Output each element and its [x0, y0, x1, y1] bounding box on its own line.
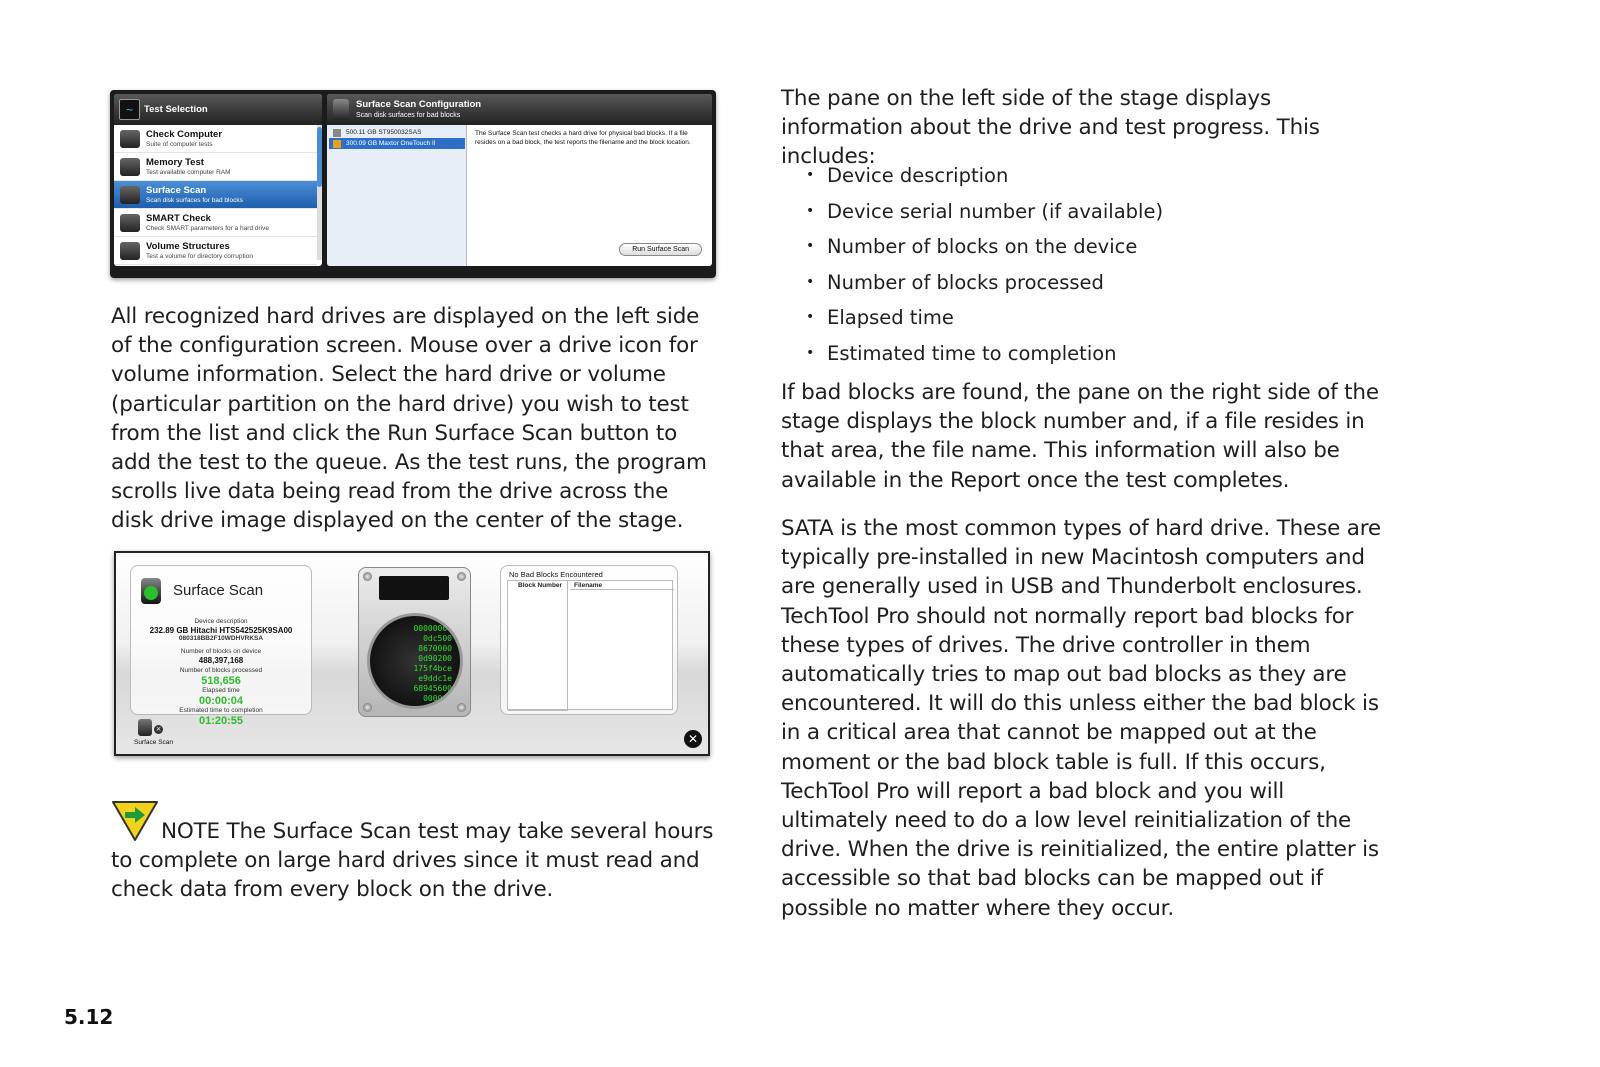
scroll-data-line: 68945600 — [413, 684, 452, 693]
elapsed-label: Elapsed time — [202, 687, 240, 694]
estimate-label: Estimated time to completion — [179, 707, 263, 714]
drive-icon — [333, 140, 341, 148]
drive-icon — [333, 129, 341, 137]
surface-scan-config-panel — [327, 94, 712, 266]
screw-icon — [457, 572, 466, 581]
list-scrollbar[interactable] — [317, 125, 322, 260]
processed-label: Number of blocks processed — [179, 667, 263, 674]
test-title: Volume Structures — [146, 241, 230, 252]
bad-blocks-pane — [500, 565, 678, 715]
drive-icon — [141, 578, 161, 604]
blocks-value: 488,397,168 — [198, 656, 244, 665]
block-number-header: Block Number — [508, 581, 568, 711]
estimate-value: 01:20:55 — [198, 715, 244, 727]
test-selection-header — [114, 94, 322, 125]
screw-icon — [457, 703, 466, 712]
test-icon — [120, 242, 140, 260]
paragraph-sata: SATA is the most common types of hard drive. These are typically pre-installed in new Macintosh computers and are generally used in USB and Thunderbolt enclosures. TechTool Pro should not normally report bad blocks for these types of drives. The drive controller in them automatically tries to map out bad blocks as they are encountered. It will do this unless either the bad block is in a critical area that cannot be mapped out at the moment or the bad block table is full. If this occurs, TechTool Pro will report a bad block and you will ultimately need to do a low level reinitialization of the drive. When the drive is reinitialized, the entire platter is accessible so that bad blocks can be mapped out if possible no matter where they occur. — [781, 516, 1381, 921]
scan-title: Surface Scan — [173, 582, 264, 599]
test-icon — [120, 186, 140, 204]
test-title: SMART Check — [146, 213, 211, 224]
screw-icon — [363, 572, 372, 581]
config-subtitle: Scan disk surfaces for bad blocks — [356, 112, 461, 119]
note-text: NOTE The Surface Scan test may take several hours to complete on large hard drives since it must read and check data from every block on the drive. — [111, 819, 714, 903]
run-surface-scan-button[interactable]: Run Surface Scan — [619, 243, 702, 256]
drive-icon — [333, 99, 349, 120]
paragraph-left-pane: The pane on the left side of the stage displays information about the drive and test progress. This includes: — [781, 86, 1320, 170]
processed-value: 518,656 — [201, 675, 241, 687]
page-number: 5.12 — [64, 1005, 114, 1029]
note-arrow-icon — [111, 800, 159, 842]
test-list — [114, 125, 322, 266]
config-title: Surface Scan Configuration — [356, 99, 482, 110]
test-subtitle: Check SMART parameters for a hard drive — [146, 225, 269, 232]
surface-scan-progress-screenshot — [114, 551, 710, 756]
remove-from-queue-icon[interactable]: × — [155, 725, 162, 733]
drive-row-1[interactable] — [329, 127, 465, 138]
device-description-value: 232.89 GB Hitachi HTS542525K9SA00 — [149, 626, 293, 635]
test-subtitle: Suite of computer tests — [146, 141, 213, 148]
device-description-label: Device description — [194, 618, 248, 625]
test-item-smart-check[interactable] — [114, 209, 317, 237]
screw-icon — [363, 703, 372, 712]
scroll-data-line: 8670000 — [418, 644, 452, 653]
test-item-check-computer[interactable] — [114, 125, 317, 153]
drive-platter — [367, 613, 463, 709]
bullet-item: • Number of blocks processed — [806, 265, 1366, 301]
bad-blocks-title: No Bad Blocks Encountered — [509, 570, 603, 579]
drive-row-2[interactable] — [329, 138, 465, 149]
pulse-icon: ~ — [119, 99, 140, 120]
info-bullet-list — [806, 158, 1366, 372]
scroll-data-line: 0d90200 — [418, 654, 452, 663]
close-icon[interactable]: ✕ — [684, 730, 702, 748]
test-title: Surface Scan — [146, 185, 207, 196]
test-subtitle: Scan disk surfaces for bad blocks — [146, 197, 243, 204]
drive-info-pane — [130, 565, 312, 727]
serial-value: 080318BB2F10WDHVRKSA — [178, 635, 264, 642]
scroll-data-line: 175f4bce — [413, 664, 452, 673]
test-selection-title: Test Selection — [144, 104, 208, 115]
note-paragraph — [111, 800, 716, 905]
test-icon — [120, 214, 140, 232]
test-title: Memory Test — [146, 157, 204, 168]
drive-label-plate — [379, 576, 449, 600]
blocks-label: Number of blocks on device — [180, 648, 262, 655]
scroll-data-line: 0dc500 — [423, 634, 452, 643]
test-description: The Surface Scan test checks a hard drive for physical bad blocks. If a file resides on a bad block, the test reports the filename and the block location. — [475, 130, 691, 146]
bullet-item: • Estimated time to completion — [806, 336, 1366, 372]
drive-list — [327, 125, 467, 266]
bullet-item: • Device serial number (if available) — [806, 194, 1366, 230]
test-selection-panel — [114, 94, 322, 266]
test-title: Check Computer — [146, 129, 223, 140]
drive-label: 300.09 GB Maxtor OneTouch II — [346, 140, 436, 147]
paragraph-drives: All recognized hard drives are displayed on the left side of the configuration screen. Mouse over a drive icon for volume information. Select the hard drive or volume (particular partition on the hard drive) you wish to test from the list and click the Run Surface Scan button to add the test to the queue. As the test runs, the program scrolls live data being read from the drive across the disk drive image displayed on the center of the stage. — [111, 304, 707, 534]
queue-item-label: Surface Scan — [134, 739, 174, 746]
bullet-item: • Device description — [806, 158, 1366, 194]
bullet-item: • Number of blocks on the device — [806, 229, 1366, 265]
test-icon — [120, 158, 140, 176]
test-item-surface-scan[interactable] — [114, 181, 317, 209]
scroll-data-line: 000000 — [423, 694, 452, 703]
test-icon — [120, 130, 140, 148]
filename-header: Filename — [570, 581, 674, 590]
test-subtitle: Test available computer RAM — [146, 169, 231, 176]
elapsed-value: 00:00:04 — [198, 695, 244, 707]
hard-drive-image — [358, 567, 471, 717]
test-item-volume-structures[interactable] — [114, 237, 317, 265]
test-item-memory-test[interactable] — [114, 153, 317, 181]
test-selection-screenshot — [110, 90, 716, 278]
bullet-item: • Elapsed time — [806, 300, 1366, 336]
test-subtitle: Test a volume for directory corruption — [146, 253, 253, 260]
drive-label: 500.11 GB ST950032SAS — [346, 129, 422, 136]
scroll-data-line: 00000000 — [413, 624, 452, 633]
queued-drive-icon[interactable] — [138, 719, 152, 736]
config-header — [327, 94, 712, 125]
scroll-data-line: e9ddc1e — [418, 674, 452, 683]
paragraph-right-pane: If bad blocks are found, the pane on the right side of the stage displays the block number and, if a file resides in that area, the file name. This information will also be available in the Report once the test completes. — [781, 380, 1379, 493]
bad-blocks-table — [507, 580, 673, 710]
